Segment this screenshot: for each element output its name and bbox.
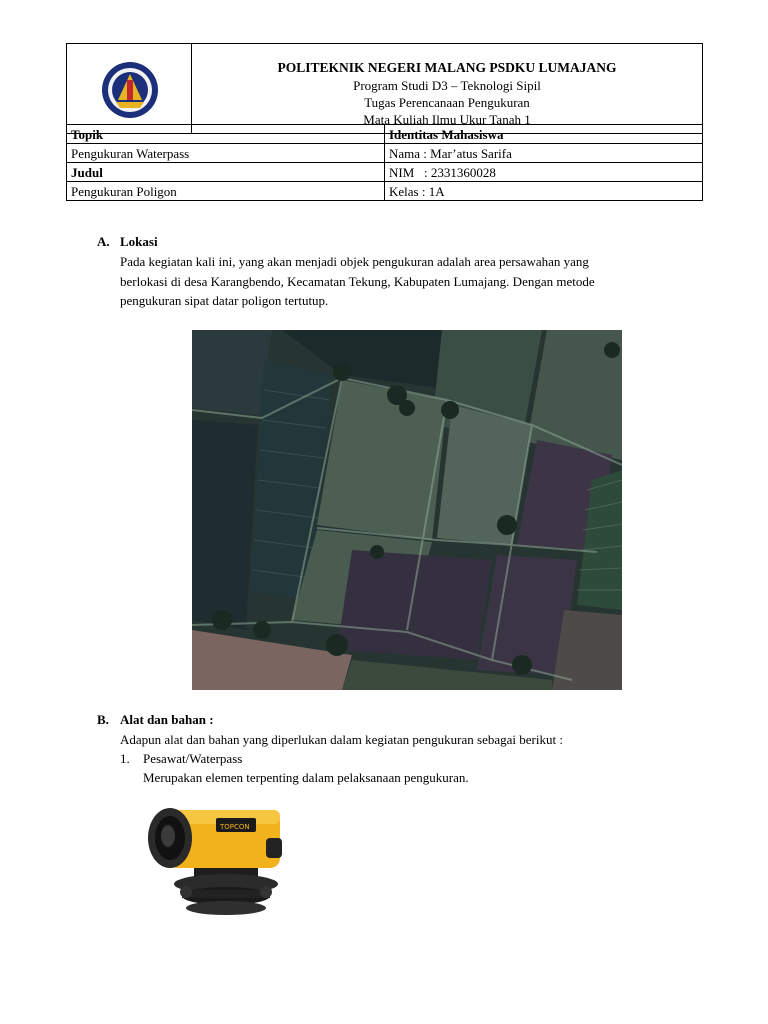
polinema-logo-icon [98,60,162,120]
topik-value: Pengukuran Waterpass [67,144,385,163]
section-b-marker: B. [97,712,109,727]
header-title-cell [191,43,703,134]
section-a-line2: berlokasi di desa Karangbendo, Kecamatan Tekung, Kabupaten Lumajang. Dengan metode [120,274,595,289]
institution-name: POLITEKNIK NEGERI MALANG PSDKU LUMAJANG [277,60,617,75]
instrument-brand: TOPCON [220,823,250,831]
topik-label: Topik [67,125,385,144]
assignment-name: Tugas Perencanaan Pengukuran [364,95,530,110]
aerial-rice-field-photo [192,330,622,690]
table-row [67,144,703,163]
judul-label: Judul [67,163,385,182]
nama-value: Nama : Mar’atus Sarifa [385,144,703,163]
section-a-title: Lokasi [120,234,158,249]
item1-title: Pesawat/Waterpass [143,751,243,766]
item1-description: Merupakan elemen terpenting dalam pelaksanaan pengukuran. [143,770,469,785]
nim-value: NIM : 2331360028 [385,163,703,182]
info-table [66,124,703,201]
course-name: Mata Kuliah Ilmu Ukur Tanah 1 [363,112,531,127]
waterpass-instrument-image [146,800,286,918]
table-row [67,125,703,144]
section-a-line1: Pada kegiatan kali ini, yang akan menjadi objek pengukuran adalah area persawahan yang [120,254,589,269]
table-row [67,182,703,201]
identitas-label: Identitas Mahasiswa [385,125,703,144]
item1-number: 1. [120,751,130,766]
program-name: Program Studi D3 – Teknologi Sipil [353,78,541,93]
kelas-value: Kelas : 1A [385,182,703,201]
section-a-marker: A. [97,234,110,249]
section-b-intro: Adapun alat dan bahan yang diperlukan dalam kegiatan pengukuran sebagai berikut : [120,732,563,747]
header-logo-cell [66,43,192,134]
section-b-title: Alat dan bahan : [120,712,214,727]
judul-value: Pengukuran Poligon [67,182,385,201]
table-row [67,163,703,182]
section-a-line3: pengukuran sipat datar poligon tertutup. [120,293,329,308]
